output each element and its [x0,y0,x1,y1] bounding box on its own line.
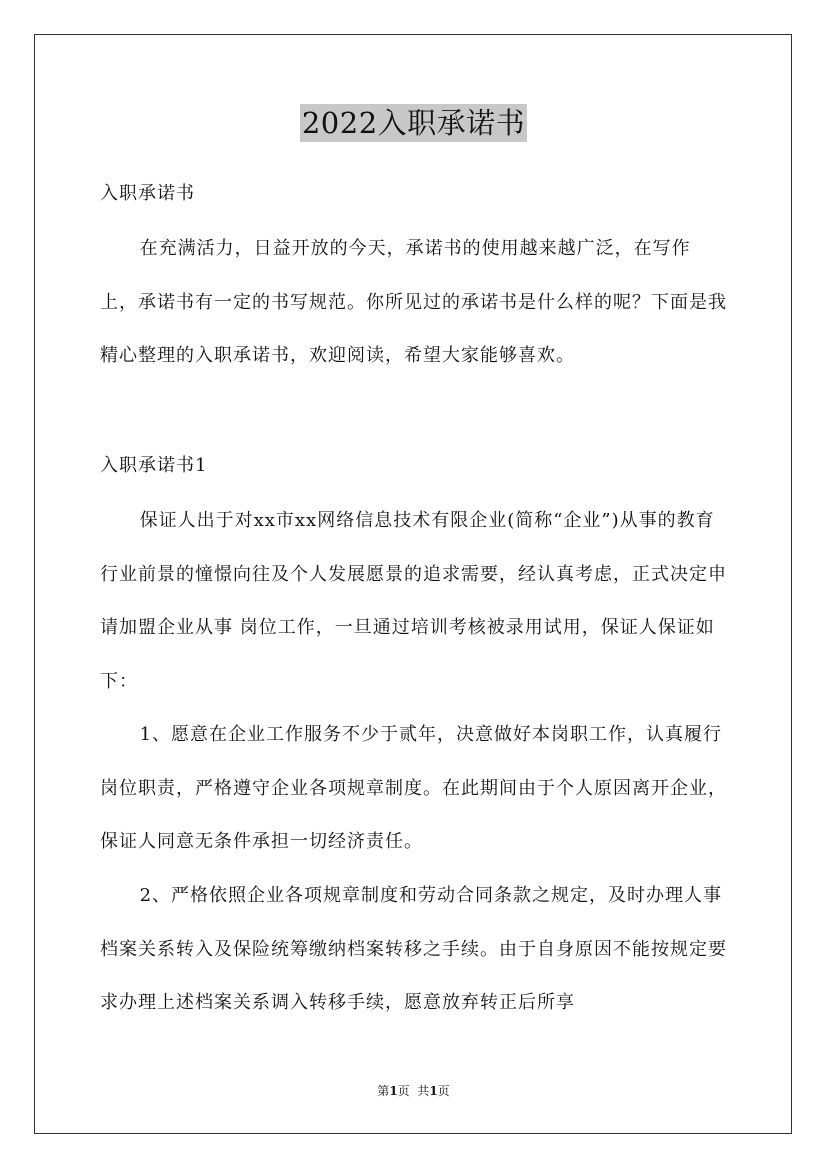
section-heading: 入职承诺书1 [100,455,208,476]
footer-suffix: 页 [437,1084,450,1098]
subtitle: 入职承诺书 [100,183,195,204]
footer-mid: 页 共 [397,1084,430,1098]
paragraph-1: 保证人出于对xx市xx网络信息技术有限企业(简称“企业”)从事的教育行业前景的憧憬向往及个人发展愿景的追求需要，经认真考虑，正式决定申请加盟企业从事 岗位工作，一旦通过培训考核被录用试用，保证人保证如下： [100,510,727,692]
footer-prefix: 第 [377,1084,390,1098]
footer-page-number: 1 [389,1084,398,1098]
page-footer [0,1083,827,1099]
document-title: 2022入职承诺书 [301,106,526,140]
intro-paragraph: 在充满活力，日益开放的今天，承诺书的使用越来越广泛，在写作上，承诺书有一定的书写规范。你所见过的承诺书是什么样的呢？下面是我精心整理的入职承诺书，欢迎阅读，希望大家能够喜欢。 [100,238,727,366]
paragraph-3: 2、严格依照企业各项规章制度和劳动合同条款之规定，及时办理人事档案关系转入及保险统筹缴纳档案转移之手续。由于自身原因不能按规定要求办理上述档案关系调入转移手续，愿意放弃转正后所享 [100,885,727,1013]
paragraph-2: 1、愿意在企业工作服务不少于贰年，决意做好本岗职工作，认真履行岗位职责，严格遵守企业各项规章制度。在此期间由于个人原因离开企业，保证人同意无条件承担一切经济责任。 [100,724,727,852]
footer-page-total: 1 [429,1084,438,1098]
title-container [0,104,827,142]
